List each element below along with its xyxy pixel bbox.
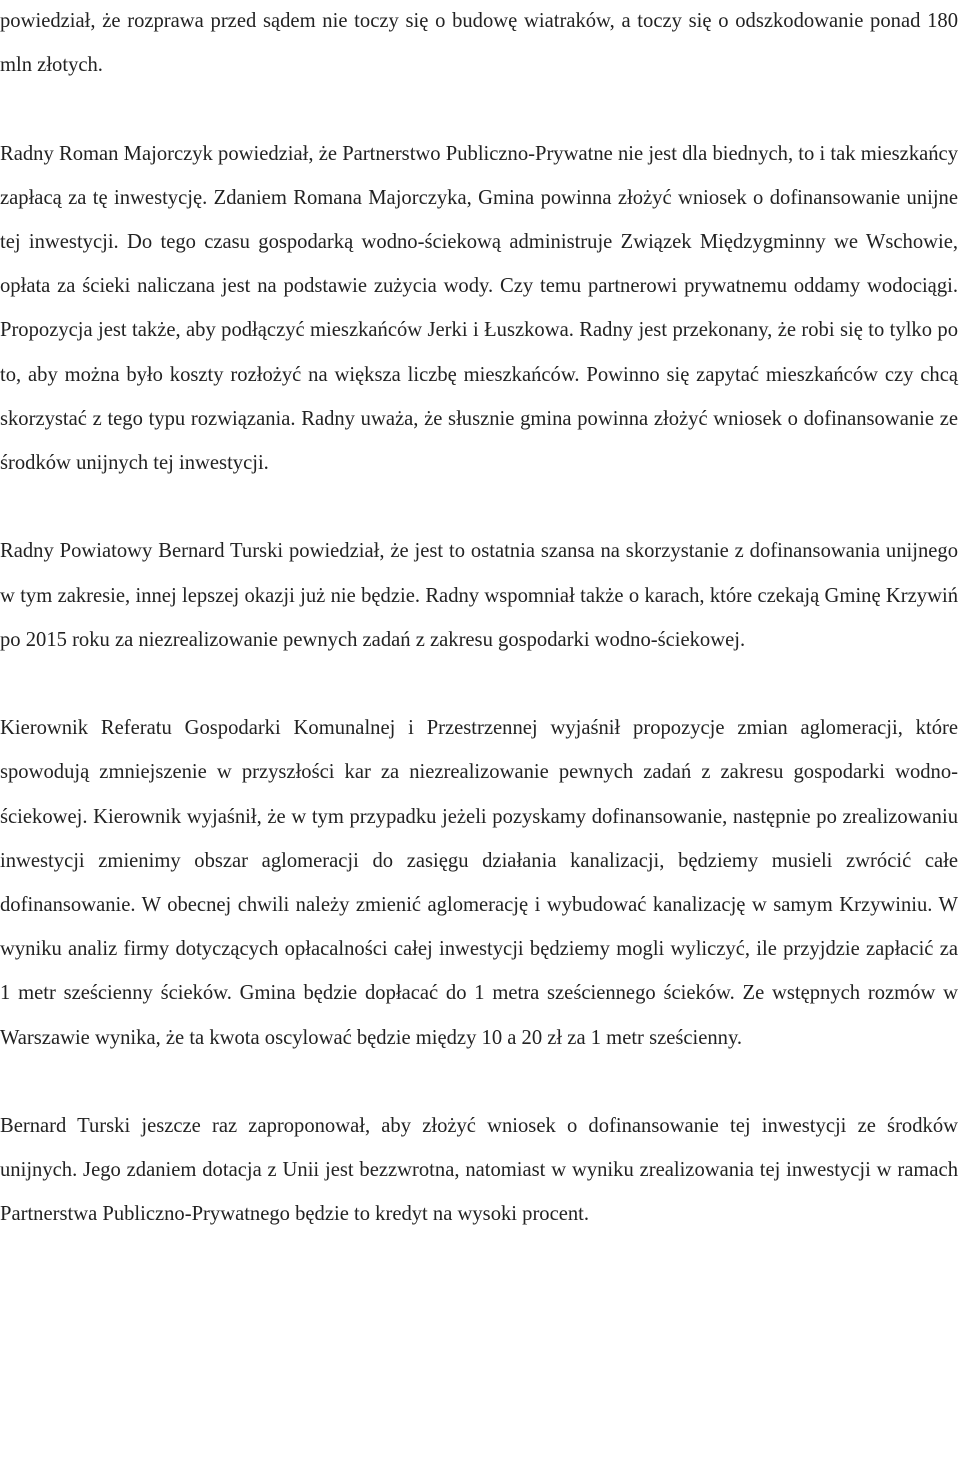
paragraph-4: Kierownik Referatu Gospodarki Komunalnej i Przestrzennej wyjaśnił propozycje zmian aglomeracji, które spowodują zmniejszenie w przyszłości kar za niezrealizowanie pewnych zadań z zakresu gospodarki wodno-ściekowej. Kierownik wyjaśnił, że w tym przypadku jeżeli pozyskamy dofinansowanie, następnie po zrealizowaniu inwestycji zmienimy obszar aglomeracji do zasięgu działania kanalizacji, będziemy musieli zwrócić całe dofinansowanie. W obecnej chwili należy zmienić aglomerację i wybudować kanalizację w samym Krzywiniu. W wyniku analiz firmy dotyczących opłacalności całej inwestycji będziemy mogli wyliczyć, ile przyjdzie zapłacić za 1 metr sześcienny ścieków. Gmina będzie dopłacać do 1 metra sześciennego ścieków. Ze wstępnych rozmów w Warszawie wynika, że ta kwota oscylować będzie między 10 a 20 zł za 1 metr sześcienny. [0, 717, 958, 1049]
paragraph-1: powiedział, że rozprawa przed sądem nie toczy się o budowę wiatraków, a toczy się o odszkodowanie ponad 180 mln złotych. [0, 10, 958, 77]
paragraph-2: Radny Roman Majorczyk powiedział, że Partnerstwo Publiczno-Prywatne nie jest dla biednych, to i tak mieszkańcy zapłacą za tę inwestycję. Zdaniem Romana Majorczyka, Gmina powinna złożyć wniosek o dofinansowanie unijne tej inwestycji. Do tego czasu gospodarką wodno-ściekową administruje Związek Międzygminny we Wschowie, opłata za ścieki naliczana jest na podstawie zużycia wody. Czy temu partnerowi prywatnemu oddamy wodociągi. Propozycja jest także, aby podłączyć mieszkańców Jerki i Łuszkowa. Radny jest przekonany, że robi się to tylko po to, aby można było koszty rozłożyć na większa liczbę mieszkańców. Powinno się zapytać mieszkańców czy chcą skorzystać z tego typu rozwiązania. Radny uważa, że słusznie gmina powinna złożyć wniosek o dofinansowanie ze środków unijnych tej inwestycji. [0, 142, 958, 475]
paragraph-3: Radny Powiatowy Bernard Turski powiedział, że jest to ostatnia szansa na skorzystanie z dofinansowania unijnego w tym zakresie, innej lepszej okazji już nie będzie. Radny wspomniał także o karach, które czekają Gminę Krzywiń po 2015 roku za niezrealizowanie pewnych zadań z zakresu gospodarki wodno-ściekowej. [0, 540, 958, 651]
paragraph-5: Bernard Turski jeszcze raz zaproponował, aby złożyć wniosek o dofinansowanie tej inwestycji ze środków unijnych. Jego zdaniem dotacja z Unii jest bezzwrotna, natomiast w wyniku zrealizowania tej inwestycji w ramach Partnerstwa Publiczno-Prywatnego będzie to kredyt na wysoki procent. [0, 1115, 958, 1226]
